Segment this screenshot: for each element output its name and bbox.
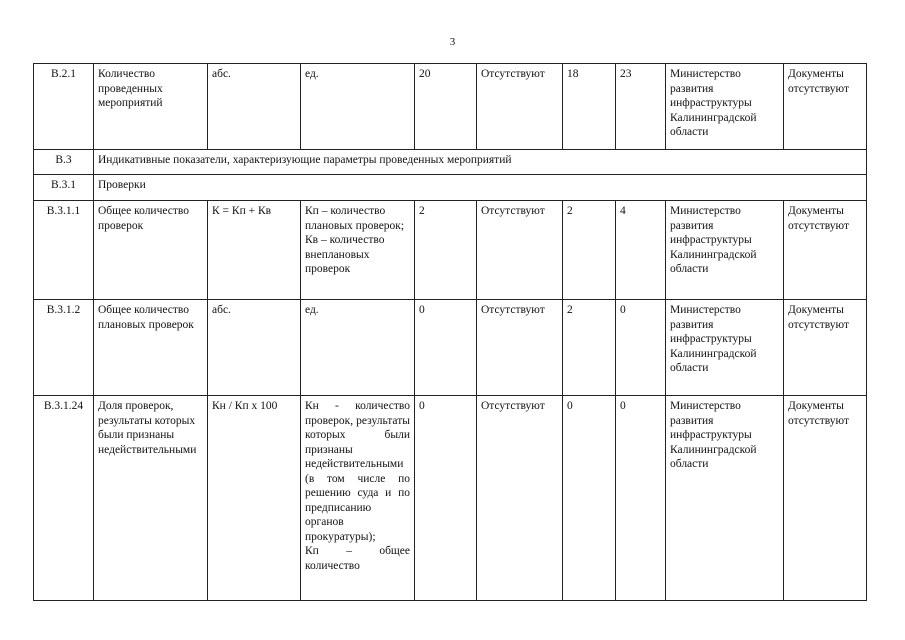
data-source: Министерство развития инфраструктуры Калининградской области [666,300,784,396]
row-code: В.3.1.2 [34,300,94,396]
target-value: 2 [563,201,616,300]
indicator-formula: абс. [208,300,301,396]
indicator-definition: ед. [301,300,415,396]
page-number: 3 [449,36,456,48]
data-source: Министерство развития инфраструктуры Калининградской области [666,201,784,300]
base-value: 20 [415,64,477,150]
base-value: 0 [415,396,477,601]
documents-note: Документы отсутствуют [784,201,867,300]
indicator-definition: Кн - количество проверок, результаты которых были признаны недействительными (в том числе по решению суда и по предписанию органов прокуратуры); Кп – общее количество [301,396,415,601]
base-value: 2 [415,201,477,300]
indicator-formula: К = Кп + Кв [208,201,301,300]
data-source: Министерство развития инфраструктуры Калининградской области [666,64,784,150]
row-code: В.3.1 [34,175,94,201]
base-value: 0 [415,300,477,396]
section-row [34,150,867,175]
row-code: В.3 [34,150,94,175]
documents-note: Документы отсутствуют [784,396,867,601]
indicator-formula: абс. [208,64,301,150]
target-value: 18 [563,64,616,150]
indicator-name: Доля проверок, результаты которых были признаны недействительными [94,396,208,601]
table-row [34,396,867,601]
documents-note: Документы отсутствуют [784,64,867,150]
actual-value: 0 [616,300,666,396]
row-code: В.3.1.24 [34,396,94,601]
indicator-name: Общее количество проверок [94,201,208,300]
indicator-name: Общее количество плановых проверок [94,300,208,396]
indicator-formula: Кн / Кп х 100 [208,396,301,601]
indicator-definition: ед. [301,64,415,150]
prev-value: Отсутствуют [477,300,563,396]
documents-note: Документы отсутствуют [784,300,867,396]
section-title: Проверки [94,175,867,201]
section-title: Индикативные показатели, характеризующие параметры проведенных мероприятий [94,150,867,175]
indicators-table [33,63,867,601]
table-row [34,64,867,150]
target-value: 2 [563,300,616,396]
prev-value: Отсутствуют [477,201,563,300]
section-row [34,175,867,201]
prev-value: Отсутствуют [477,396,563,601]
actual-value: 23 [616,64,666,150]
data-source: Министерство развития инфраструктуры Калининградской области [666,396,784,601]
table-row [34,201,867,300]
indicator-definition: Кп – количество плановых проверок; Кв – количество внеплановых проверок [301,201,415,300]
actual-value: 0 [616,396,666,601]
row-code: В.3.1.1 [34,201,94,300]
row-code: В.2.1 [34,64,94,150]
prev-value: Отсутствуют [477,64,563,150]
target-value: 0 [563,396,616,601]
actual-value: 4 [616,201,666,300]
table-row [34,300,867,396]
indicator-name: Количество проведенных мероприятий [94,64,208,150]
